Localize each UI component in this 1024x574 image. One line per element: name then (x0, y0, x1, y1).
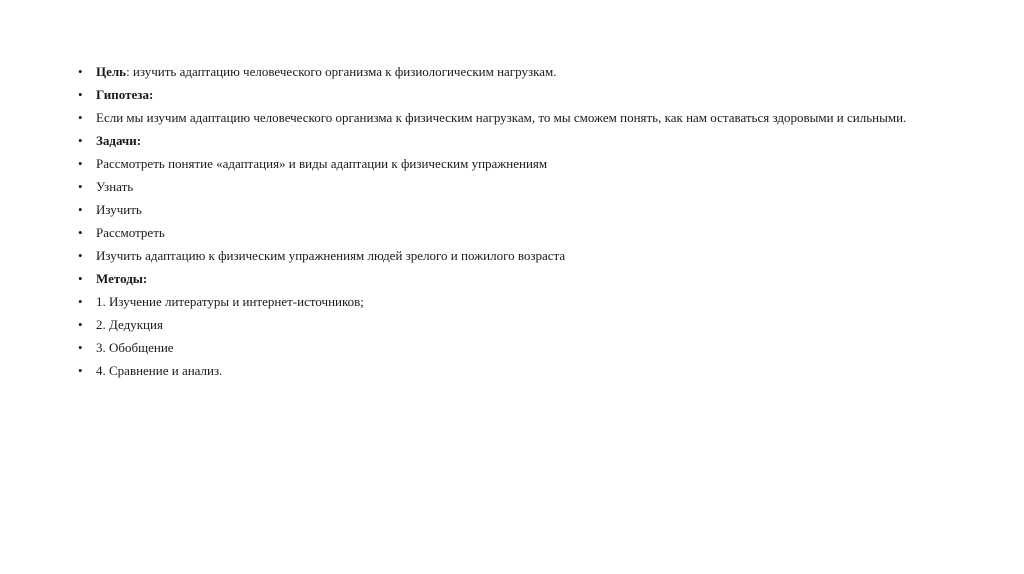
list-item-tasks-heading (78, 135, 918, 147)
bullet-list (78, 66, 918, 388)
hypothesis-heading: Гипотеза: (96, 87, 154, 102)
method-text: 3. Обобщение (96, 340, 174, 355)
list-item-hypothesis-text (78, 112, 918, 124)
task-text: Рассмотреть (96, 225, 165, 240)
bullet-marker: • (78, 202, 83, 217)
method-text: 4. Сравнение и анализ. (96, 363, 223, 378)
goal-text: : изучить адаптацию человеческого организма к физиологическим нагрузкам. (126, 64, 557, 79)
list-item-method (78, 365, 918, 377)
task-text: Рассмотреть понятие «адаптация» и виды адаптации к физическим упражнениям (96, 156, 548, 171)
method-text: 1. Изучение литературы и интернет-источников; (96, 294, 364, 309)
bullet-marker: • (78, 271, 83, 286)
bullet-marker: • (78, 248, 83, 263)
bullet-marker: • (78, 340, 83, 355)
bullet-marker: • (78, 156, 83, 171)
bullet-marker: • (78, 294, 83, 309)
task-text: Изучить (96, 202, 142, 217)
hypothesis-text: Если мы изучим адаптацию человеческого организма к физическим нагрузкам, то мы сможем понять, как нам оставаться здоровыми и сильными. (96, 110, 907, 125)
list-item-method (78, 319, 918, 331)
task-text: Изучить адаптацию к физическим упражнениям людей зрелого и пожилого возраста (96, 248, 566, 263)
list-item-task (78, 181, 918, 193)
bullet-marker: • (78, 64, 83, 79)
method-text: 2. Дедукция (96, 317, 163, 332)
bullet-marker: • (78, 225, 83, 240)
bullet-marker: • (78, 133, 83, 148)
list-item-hypothesis-heading (78, 89, 918, 101)
task-text: Узнать (96, 179, 134, 194)
tasks-heading: Задачи: (96, 133, 142, 148)
list-item-method (78, 342, 918, 354)
methods-heading: Методы: (96, 271, 148, 286)
list-item-method (78, 296, 918, 308)
bullet-marker: • (78, 179, 83, 194)
list-item-task (78, 250, 918, 262)
list-item-task (78, 204, 918, 216)
bullet-marker: • (78, 317, 83, 332)
list-item-task (78, 158, 918, 170)
bullet-marker: • (78, 87, 83, 102)
bullet-marker: • (78, 363, 83, 378)
list-item-task (78, 227, 918, 239)
goal-heading: Цель (96, 64, 127, 79)
bullet-marker: • (78, 110, 83, 125)
list-item-methods-heading (78, 273, 918, 285)
list-item-goal (78, 66, 918, 78)
